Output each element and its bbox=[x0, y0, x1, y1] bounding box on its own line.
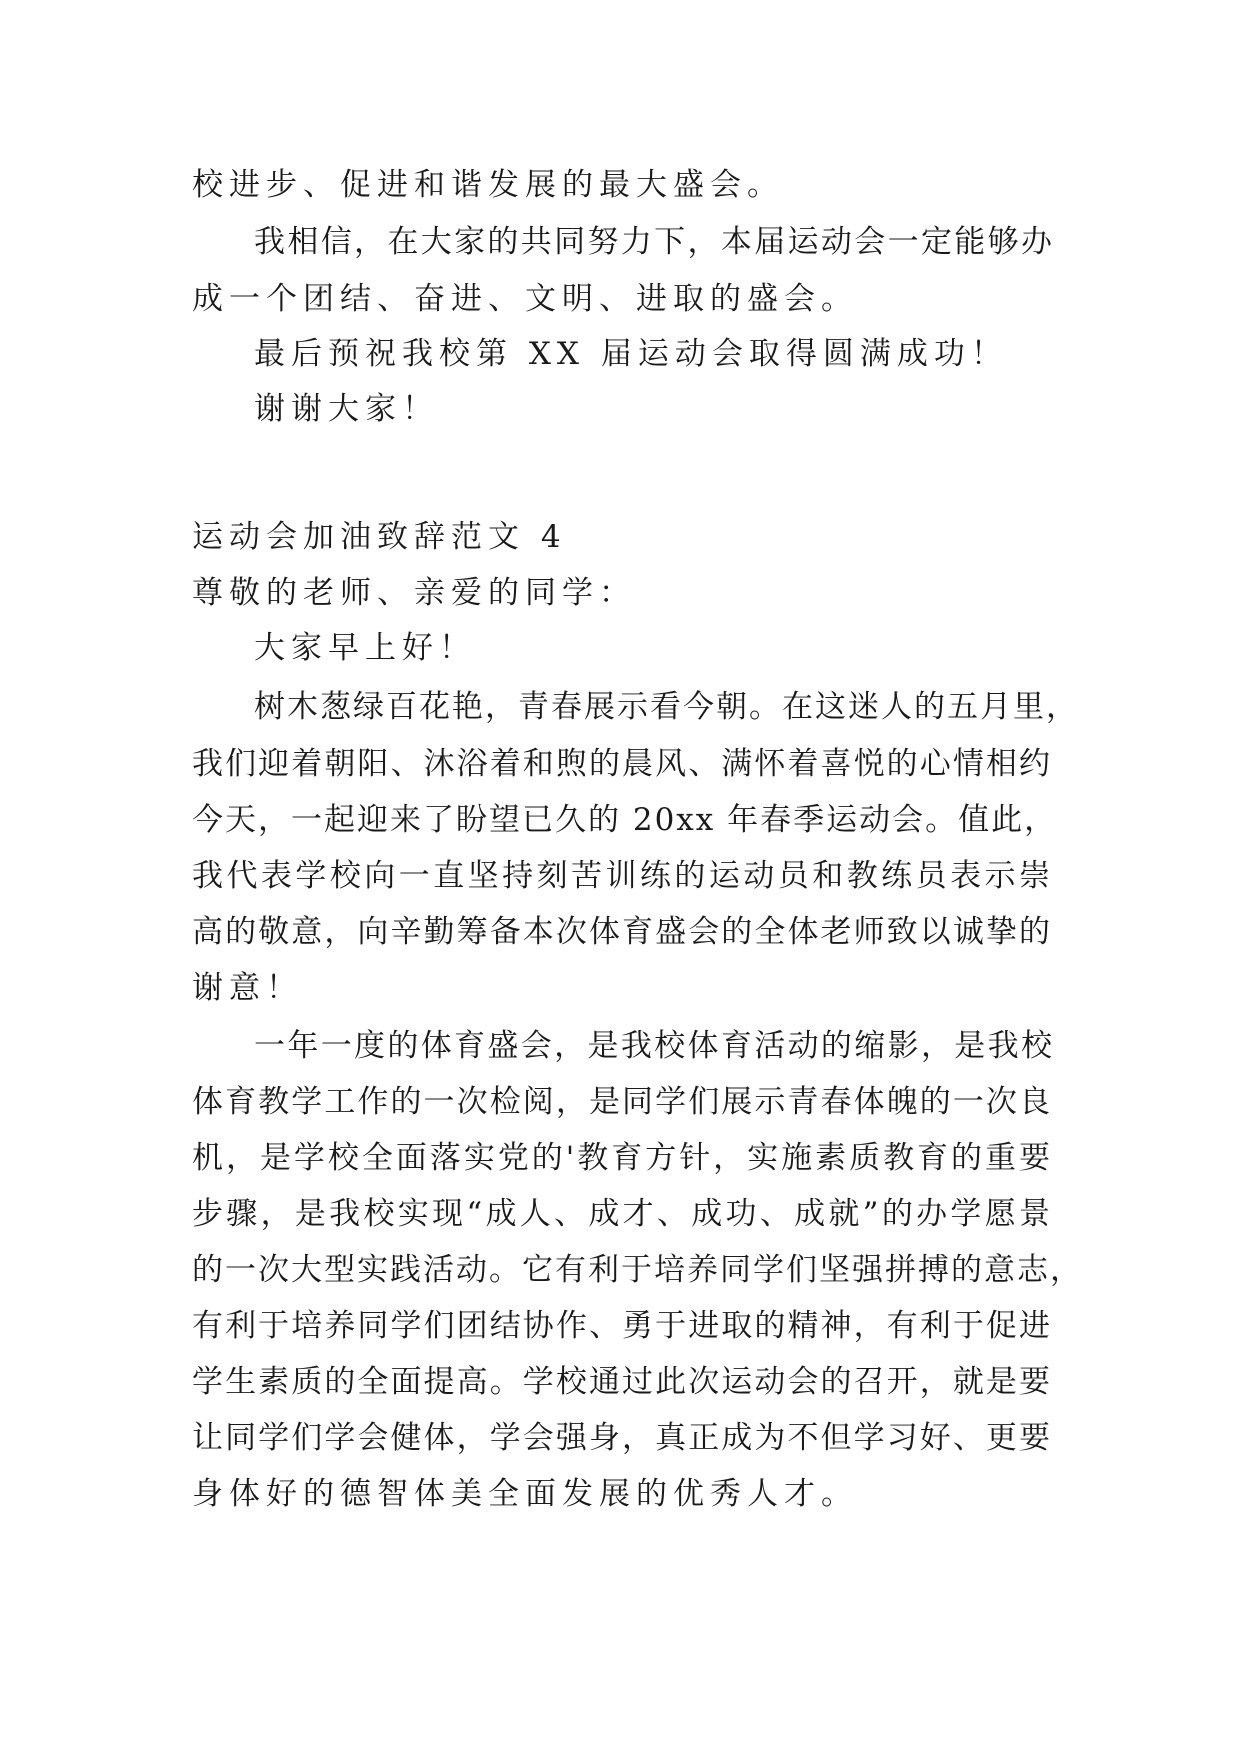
paragraph-line: 一年一度的体育盛会，是我校体育活动的缩影，是我校 bbox=[254, 1028, 1054, 1064]
paragraph-line: 成一个团结、奋进、文明、进取的盛会。 bbox=[192, 281, 858, 317]
paragraph-line: 高的敬意，向辛勤筹备本次体育盛会的全体老师致以诚挚的 bbox=[192, 914, 1052, 950]
paragraph-line: 树木葱绿百花艳，青春展示看今朝。在这迷人的五月里， bbox=[254, 689, 1079, 725]
section-title: 运动会加油致辞范文 4 bbox=[192, 519, 567, 555]
paragraph-line: 我相信，在大家的共同努力下，本届运动会一定能够办 bbox=[254, 224, 1054, 260]
paragraph-line: 身体好的德智体美全面发展的优秀人才。 bbox=[192, 1476, 858, 1512]
paragraph-line: 谢谢大家！ bbox=[254, 391, 439, 427]
paragraph-line: 我代表学校向一直坚持刻苦训练的运动员和教练员表示崇 bbox=[192, 858, 1052, 894]
greeting: 大家早上好！ bbox=[254, 630, 476, 666]
paragraph-line: 学生素质的全面提高。学校通过此次运动会的召开，就是要 bbox=[192, 1364, 1052, 1400]
salutation: 尊敬的老师、亲爱的同学： bbox=[192, 575, 636, 611]
paragraph-line: 我们迎着朝阳、沐浴着和煦的晨风、满怀着喜悦的心情相约 bbox=[192, 746, 1052, 782]
paragraph-line: 最后预祝我校第 XX 届运动会取得圆满成功！ bbox=[254, 336, 1008, 372]
paragraph-line: 的一次大型实践活动。它有利于培养同学们坚强拼搏的意志， bbox=[192, 1252, 1083, 1288]
paragraph-line: 校进步、促进和谐发展的最大盛会。 bbox=[192, 167, 784, 203]
paragraph-line: 谢意！ bbox=[192, 970, 303, 1006]
paragraph-line: 让同学们学会健体，学会强身，真正成为不但学习好、更要 bbox=[192, 1420, 1052, 1456]
paragraph-line: 有利于培养同学们团结协作、勇于进取的精神，有利于促进 bbox=[192, 1308, 1052, 1344]
paragraph-line: 今天，一起迎来了盼望已久的 20xx 年春季运动会。值此， bbox=[192, 802, 1058, 838]
paragraph-line: 机，是学校全面落实党的'教育方针，实施素质教育的重要 bbox=[192, 1140, 1052, 1176]
paragraph-line: 体育教学工作的一次检阅，是同学们展示青春体魄的一次良 bbox=[192, 1084, 1052, 1120]
paragraph-line: 步骤，是我校实现“成人、成才、成功、成就”的办学愿景 bbox=[192, 1196, 1052, 1232]
